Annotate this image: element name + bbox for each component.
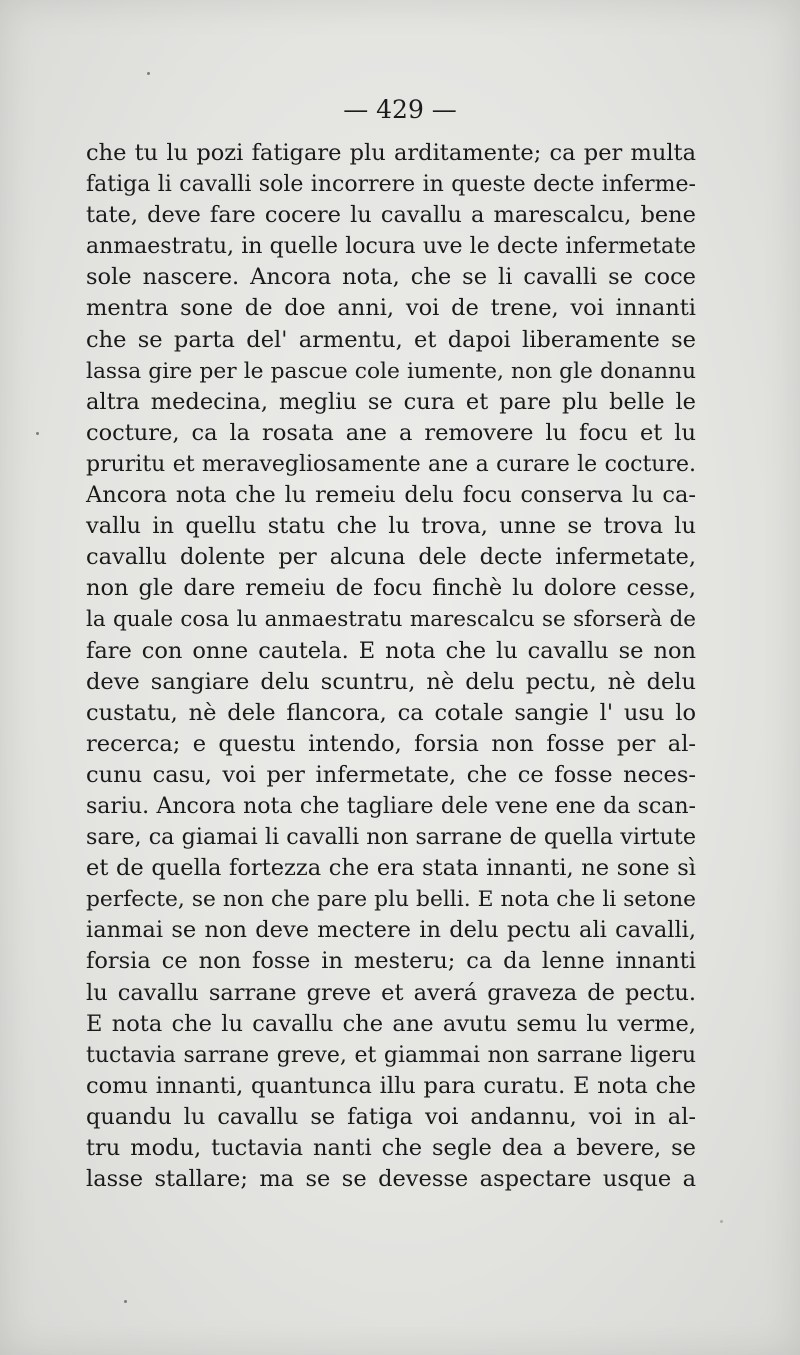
text-line: quandu lu cavallu se fatiga voi andannu, voi in al-	[86, 1103, 696, 1130]
text-line: anmaestratu, in quelle locura uve le decte infermetate	[86, 234, 696, 260]
text-line: vallu in quellu statu che lu trova, unne se trova lu	[86, 513, 696, 540]
paper-speck	[124, 1300, 127, 1303]
text-line: E nota che lu cavallu che ane avutu semu lu verme,	[86, 1010, 696, 1037]
text-line: altra medecina, megliu se cura et pare plu belle le	[86, 388, 696, 415]
text-line: deve sangiare delu scuntru, nè delu pectu, nè delu	[86, 668, 696, 695]
page-number: — 429 —	[343, 95, 457, 124]
body-text	[86, 138, 696, 1195]
text-line: tate, deve fare cocere lu cavallu a marescalcu, bene	[86, 202, 696, 229]
text-line: che se parta del' armentu, et dapoi liberamente se	[86, 326, 696, 353]
text-line: fare con onne cautela. E nota che lu cavallu se non	[86, 637, 696, 664]
text-line: non gle dare remeiu de focu finchè lu dolore cesse,	[86, 575, 696, 602]
text-line: la quale cosa lu anmaestratu marescalcu se sforserà de	[86, 607, 696, 633]
text-line: sare, ca giamai li cavalli non sarrane de quella virtute	[86, 824, 696, 851]
text-line: forsia ce non fosse in mesteru; ca da lenne innanti	[86, 948, 696, 975]
text-line: et de quella fortezza che era stata innanti, ne sone sì	[86, 855, 696, 882]
text-line: pruritu et meravegliosamente ane a curare le cocture.	[86, 451, 696, 477]
paper-speck	[147, 72, 150, 75]
paper-speck	[720, 1220, 723, 1223]
text-line: mentra sone de doe anni, voi de trene, voi innanti	[86, 295, 696, 322]
text-line: lu cavallu sarrane greve et averá graveza de pectu.	[86, 979, 696, 1006]
text-line: perfecte, se non che pare plu belli. E nota che li setone	[86, 887, 696, 913]
text-line: cunu casu, voi per infermetate, che ce fosse neces-	[86, 761, 696, 788]
text-line: recerca; e questu intendo, forsia non fosse per al-	[86, 730, 696, 757]
text-line: che tu lu pozi fatigare plu arditamente; ca per multa	[86, 140, 696, 166]
text-line: sole nascere. Ancora nota, che se li cavalli se coce	[86, 264, 696, 291]
text-line: lasse stallare; ma se se devesse aspectare usque a	[86, 1166, 696, 1193]
text-line: fatiga li cavalli sole incorrere in queste decte inferme-	[86, 172, 696, 198]
paper-speck	[36, 432, 39, 435]
text-line: cavallu dolente per alcuna dele decte infermetate,	[86, 544, 696, 571]
text-line: tru modu, tuctavia nanti che segle dea a bevere, se	[86, 1135, 696, 1161]
text-line: ianmai se non deve mectere in delu pectu ali cavalli,	[86, 917, 696, 944]
text-line: cocture, ca la rosata ane a removere lu focu et lu	[86, 419, 696, 446]
text-line: sariu. Ancora nota che tagliare dele vene ene da scan-	[86, 793, 696, 819]
text-line: tuctavia sarrane greve, et giammai non sarrane ligeru	[86, 1042, 696, 1068]
text-line: comu innanti, quantunca illu para curatu. E nota che	[86, 1072, 696, 1099]
text-line: Ancora nota che lu remeiu delu focu conserva lu ca-	[86, 482, 696, 509]
text-line: lassa gire per le pascue cole iumente, non gle donannu	[86, 358, 696, 384]
text-line: custatu, nè dele flancora, ca cotale sangie l' usu lo	[86, 699, 696, 726]
